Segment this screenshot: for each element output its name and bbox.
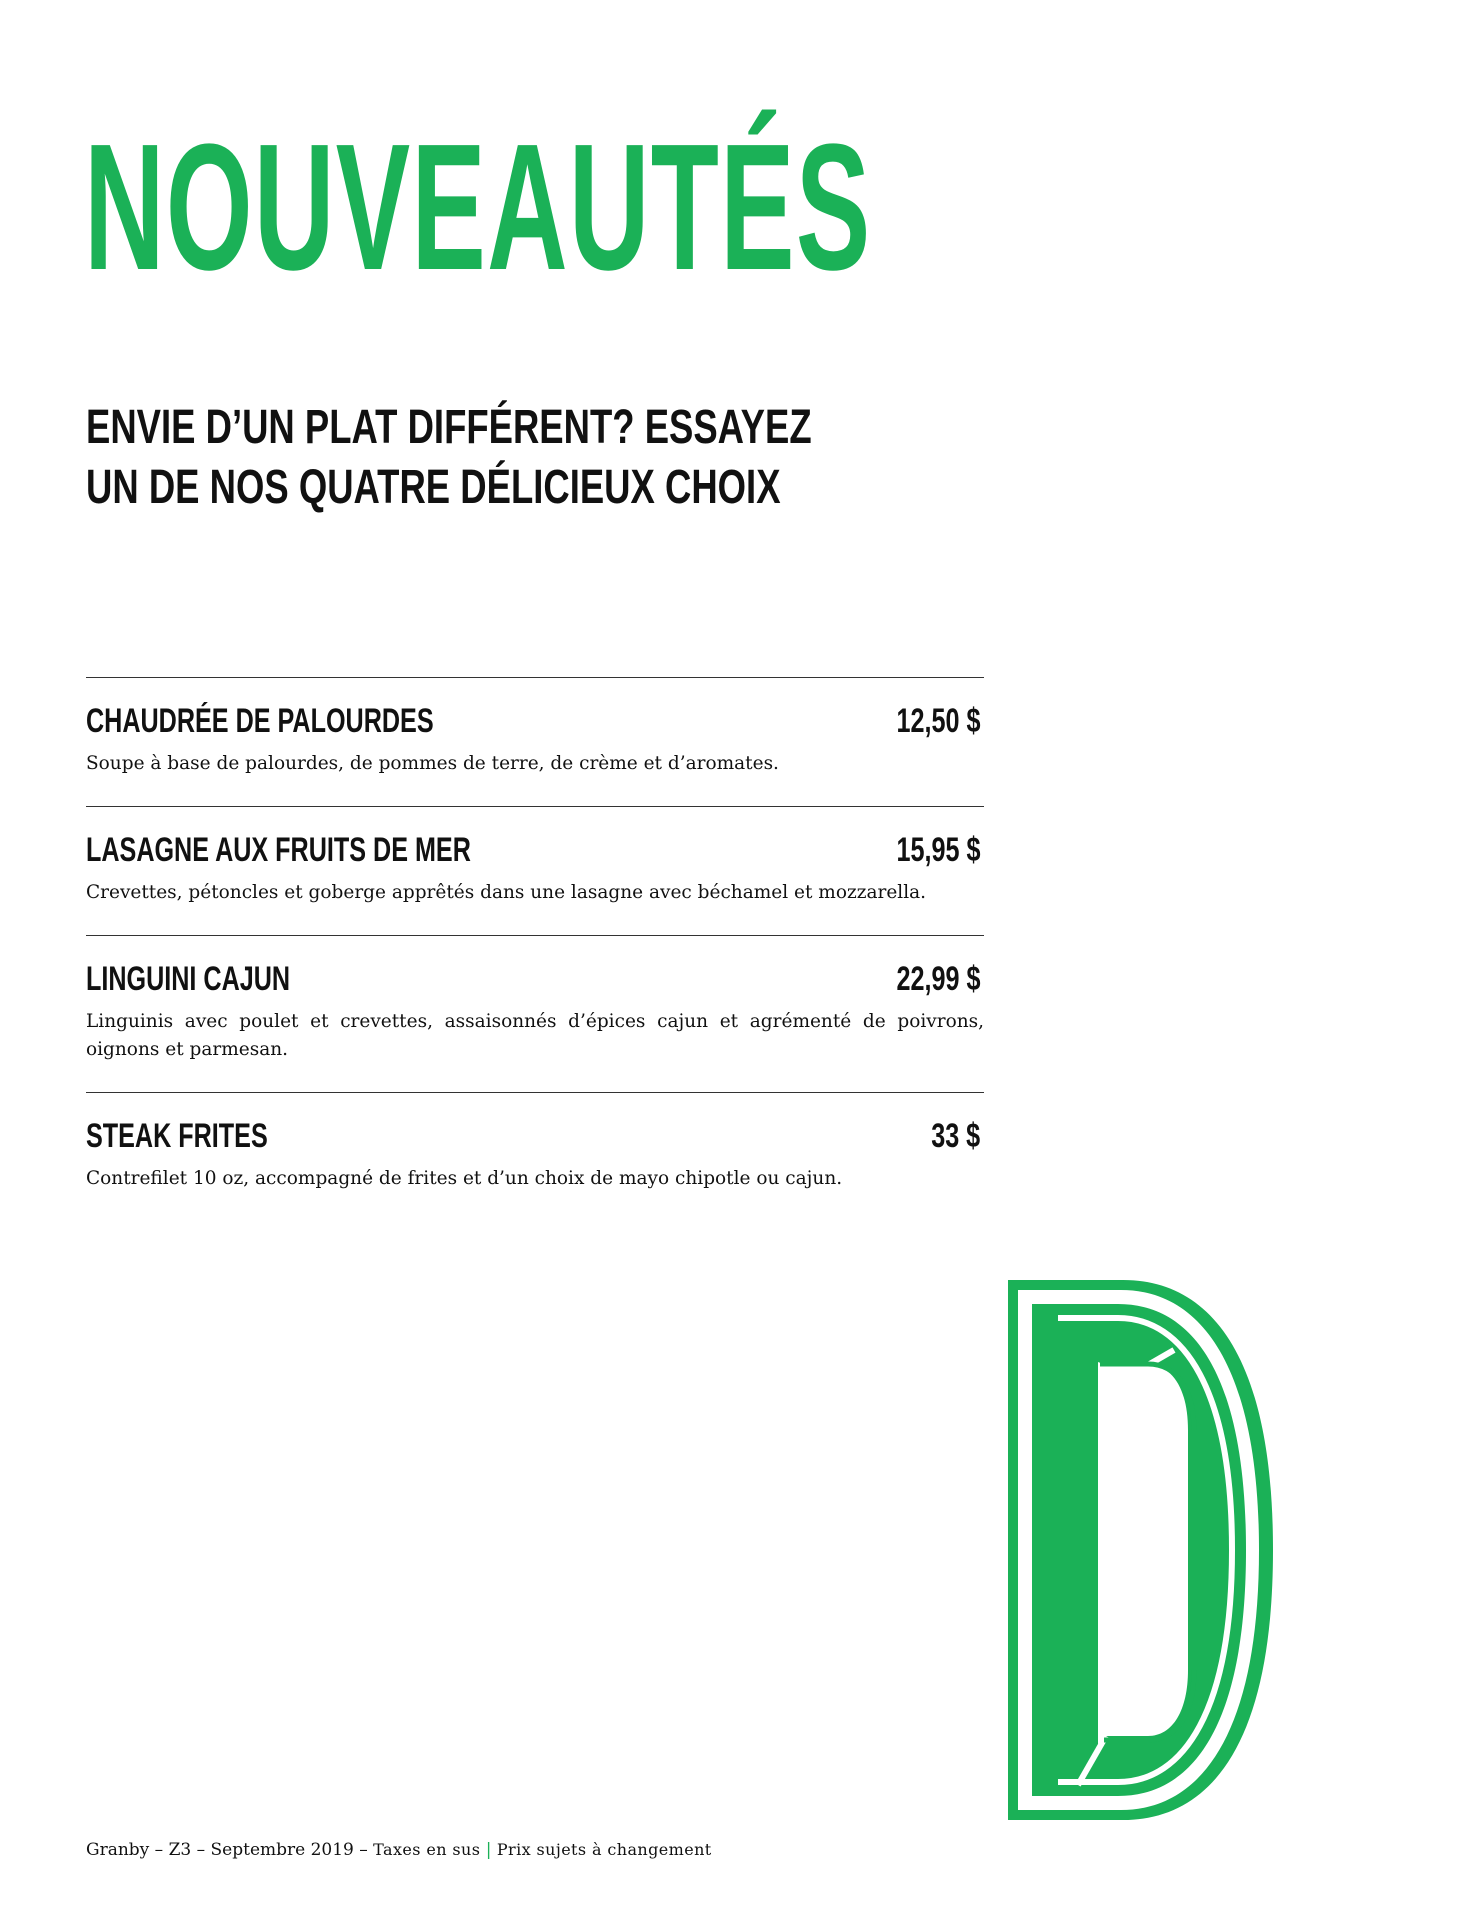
footer — [86, 1838, 712, 1862]
menu-item — [86, 677, 984, 806]
page-title: NOUVEAUTÉS — [84, 107, 872, 308]
page-subtitle: ENVIE D’UN PLAT DIFFÉRENT? ESSAYEZ UN DE NOS QUATRE DÉLICIEUX CHOIX — [86, 401, 812, 514]
menu-item-price: 12,50 $ — [896, 702, 980, 740]
letter-d-logo-icon — [1008, 1280, 1273, 1820]
menu-item — [86, 1092, 984, 1221]
footer-location: Granby – Z3 – Septembre 2019 – — [86, 1840, 374, 1860]
menu-item-header — [86, 829, 984, 871]
menu-item-name: LASAGNE AUX FRUITS DE MER — [86, 831, 471, 869]
footer-separator: | — [485, 1840, 492, 1860]
menu-item-description: Crevettes, pétoncles et goberge apprêtés dans une lasagne avec béchamel et mozzarella. — [86, 882, 927, 903]
menu-item-description: Linguinis avec poulet et crevettes, assaisonnés d’épices cajun et agrémenté de poivrons, oignons et parmesan. — [86, 1011, 984, 1060]
menu-item-description: Soupe à base de palourdes, de pommes de terre, de crème et d’aromates. — [86, 753, 779, 774]
menu-item-description: Contrefilet 10 oz, accompagné de frites et d’un choix de mayo chipotle ou cajun. — [86, 1168, 843, 1189]
menu-item-price: 22,99 $ — [896, 960, 980, 998]
menu-item-price: 15,95 $ — [896, 831, 980, 869]
menu-item-name: CHAUDRÉE DE PALOURDES — [86, 702, 434, 740]
menu-item-price: 33 $ — [931, 1117, 980, 1155]
menu-item-header — [86, 1115, 984, 1157]
menu-item — [86, 935, 984, 1092]
menu-list — [86, 677, 984, 1221]
menu-item-name: LINGUINI CAJUN — [86, 960, 291, 998]
footer-taxes: Taxes en sus — [373, 1840, 481, 1859]
menu-item-header — [86, 958, 984, 1000]
menu-item — [86, 806, 984, 935]
footer-disclaimer: Prix sujets à changement — [496, 1840, 712, 1859]
menu-item-header — [86, 700, 984, 742]
menu-item-name: STEAK FRITES — [86, 1117, 268, 1155]
